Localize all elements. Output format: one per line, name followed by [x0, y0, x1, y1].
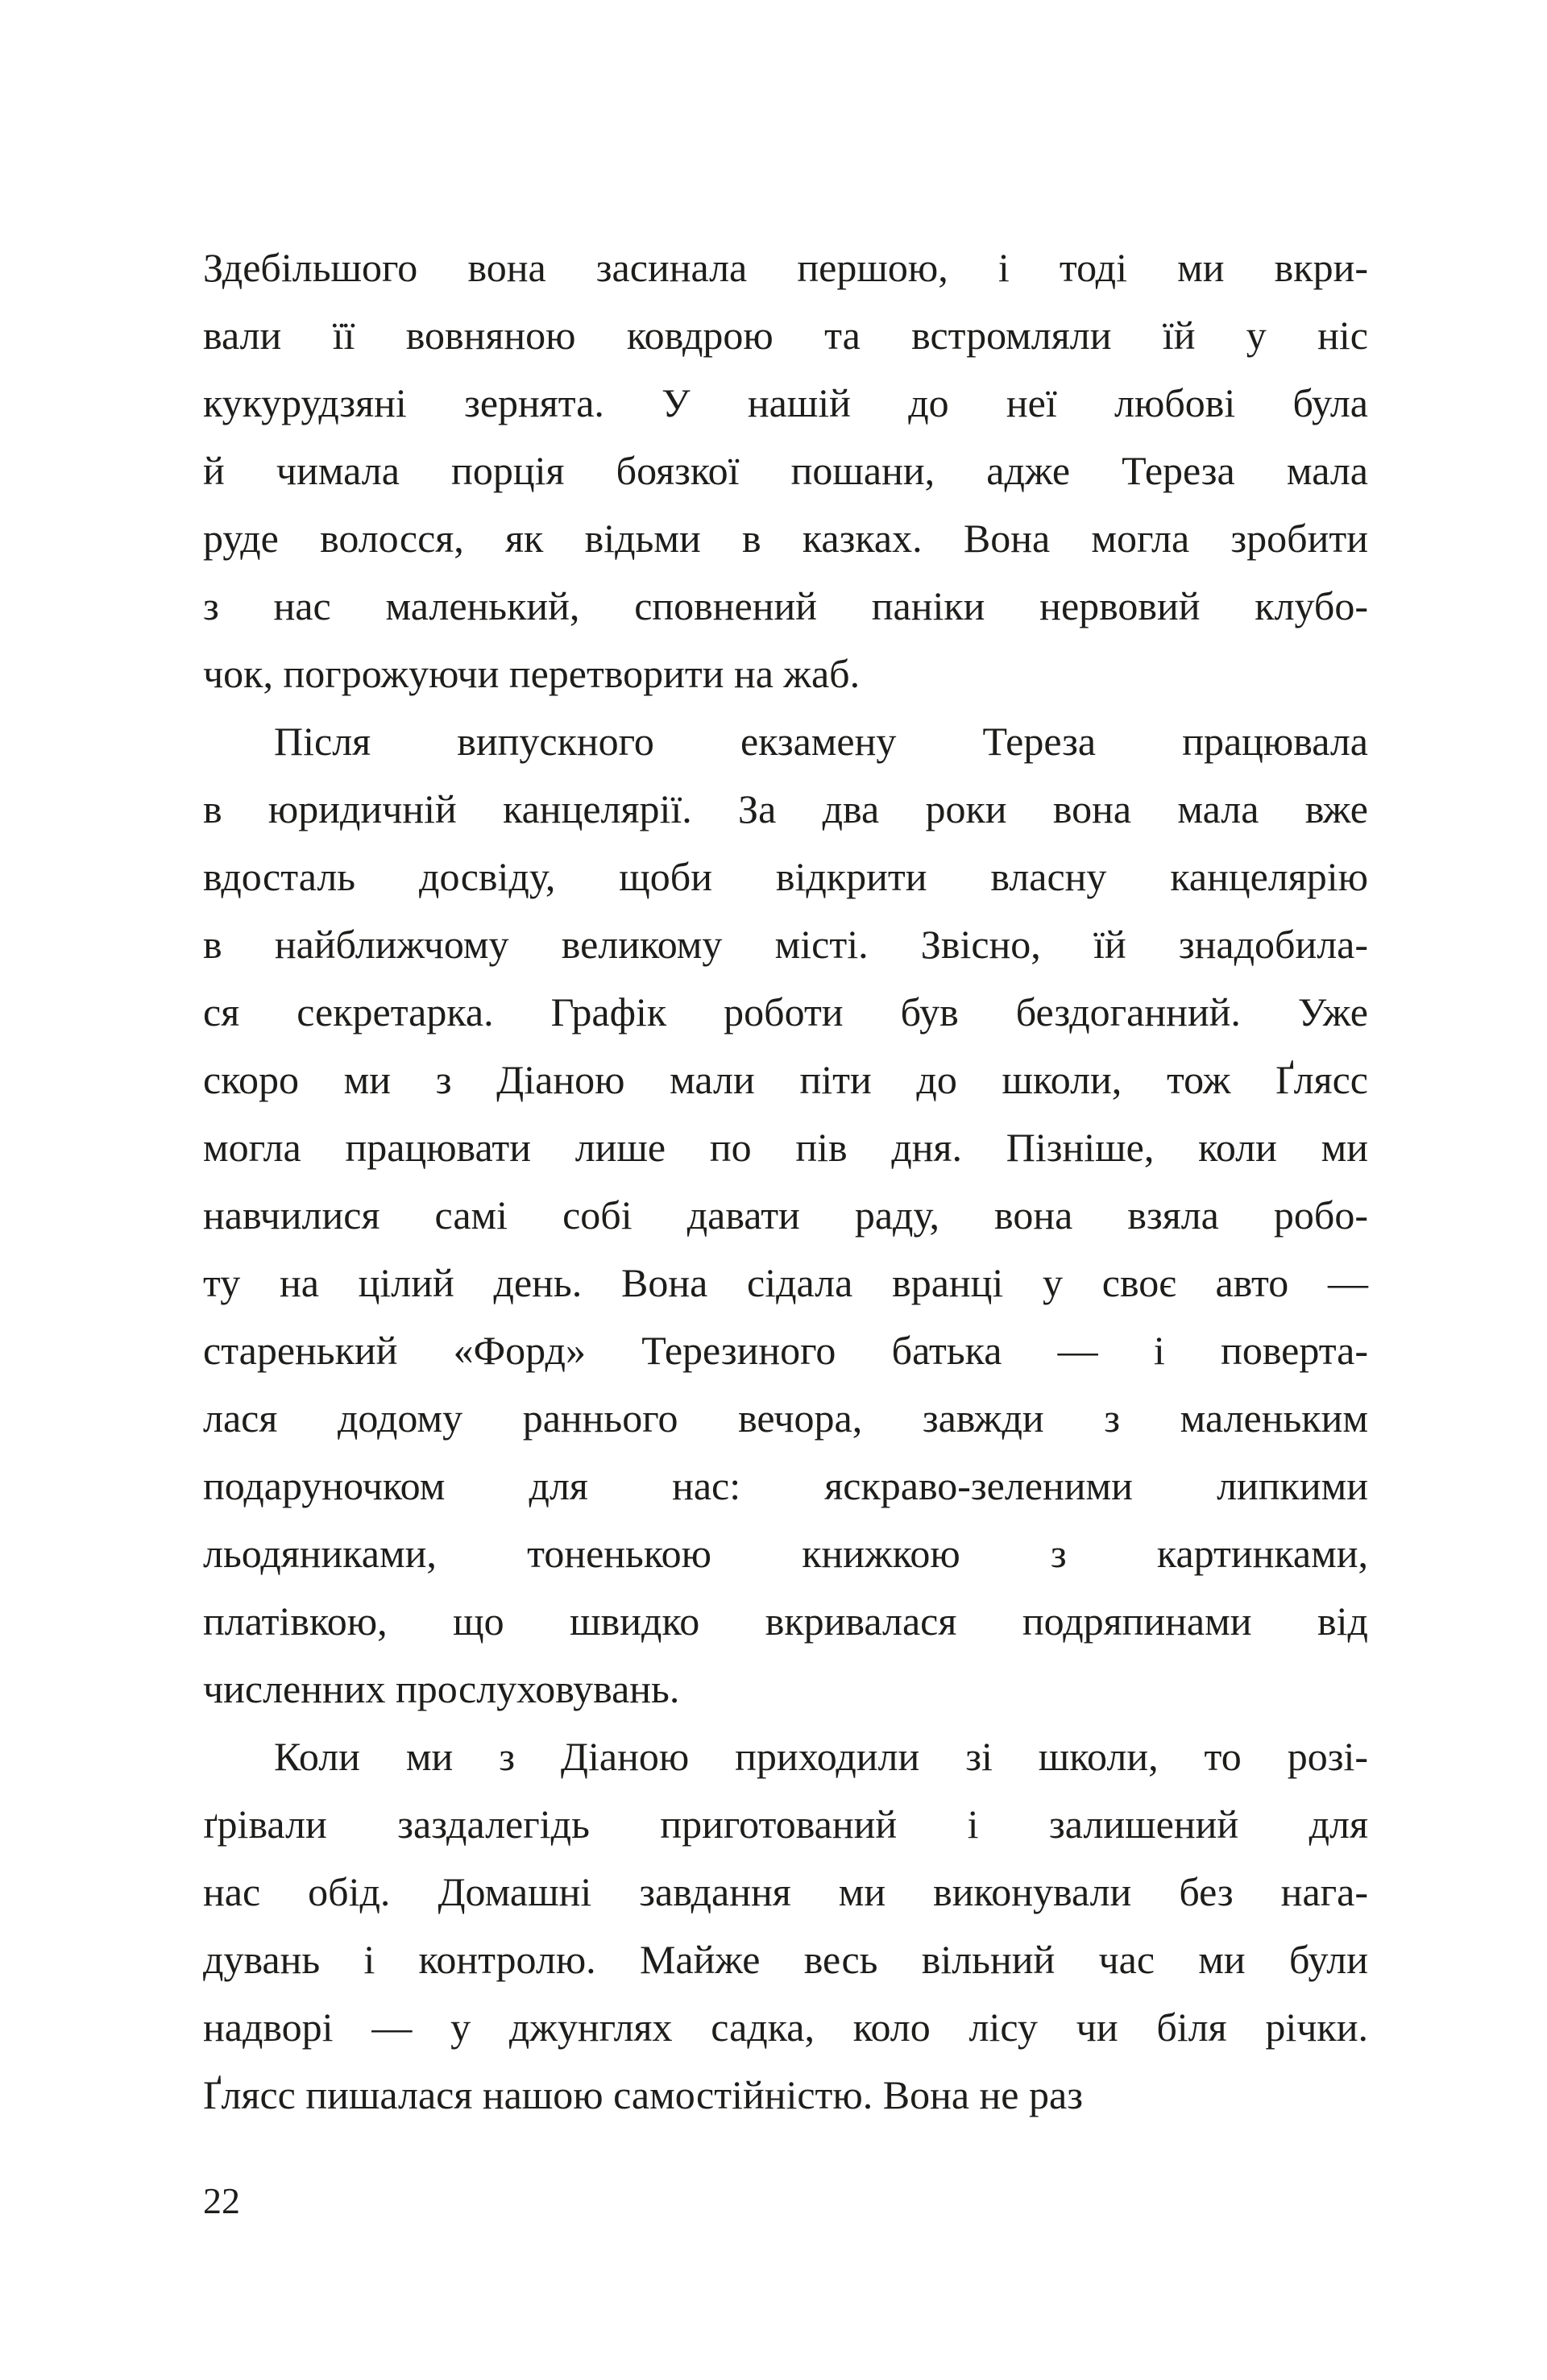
- text-line: нас обід. Домашні завдання ми виконували без нага-: [203, 1869, 1368, 1914]
- paragraph: [203, 234, 1368, 707]
- text-line: подаруночком для нас: яскраво-зеленими липкими: [203, 1463, 1368, 1508]
- text-line: старенький «Форд» Терезиного батька — і поверта-: [203, 1328, 1368, 1373]
- text-line: ту на цілий день. Вона сідала вранці у своє авто —: [203, 1260, 1368, 1305]
- text-line: Ґлясс пишалася нашою самостійністю. Вона не раз: [203, 2072, 1083, 2117]
- text-line: вдосталь досвіду, щоби відкрити власну канцелярію: [203, 854, 1368, 899]
- text-line: скоро ми з Діаною мали піти до школи, тож Ґлясс: [203, 1057, 1368, 1102]
- text-line: руде волосся, як відьми в казках. Вона могла зробити: [203, 516, 1368, 561]
- text-block: [203, 234, 1368, 2129]
- text-line: численних прослуховувань.: [203, 1666, 680, 1711]
- text-line: навчилися самі собі давати раду, вона взяла робо-: [203, 1192, 1368, 1238]
- page-number: 22: [203, 2180, 240, 2221]
- text-line: в юридичній канцелярії. За два роки вона мала вже: [203, 786, 1368, 831]
- paragraph: [203, 707, 1368, 1723]
- text-line: Коли ми з Діаною приходили зі школи, то розі-: [274, 1734, 1368, 1779]
- text-line: платівкою, що швидко вкривалася подряпинами від: [203, 1598, 1368, 1644]
- text-line: й чимала порція боязкої пошани, адже Тереза мала: [203, 448, 1368, 493]
- text-line: кукурудзяні зернята. У нашій до неї любові була: [203, 380, 1368, 425]
- text-line: ґрівали заздалегідь приготований і залишений для: [203, 1802, 1368, 1847]
- text-line: надворі — у джунглях садка, коло лісу чи біля річки.: [203, 2005, 1368, 2050]
- text-line: вали її вовняною ковдрою та встромляли їй у ніс: [203, 313, 1368, 358]
- text-line: льодяниками, тоненькою книжкою з картинками,: [203, 1531, 1368, 1576]
- text-line: ся секретарка. Графік роботи був бездоганний. Уже: [203, 989, 1368, 1035]
- text-line: лася додому раннього вечора, завжди з маленьким: [203, 1395, 1368, 1441]
- text-line: з нас маленький, сповнений паніки нервовий клубо-: [203, 583, 1368, 628]
- text-line: Здебільшого вона засинала першою, і тоді ми вкри-: [203, 245, 1368, 290]
- text-line: дувань і контролю. Майже весь вільний час ми були: [203, 1937, 1368, 1982]
- text-line: могла працювати лише по пів дня. Пізніше, коли ми: [203, 1125, 1368, 1170]
- text-line: Після випускного екзамену Тереза працювала: [274, 719, 1368, 764]
- text-line: в найближчому великому місті. Звісно, їй знадобила-: [203, 922, 1368, 967]
- paragraph: [203, 1723, 1368, 2129]
- text-line: чок, погрожуючи перетворити на жаб.: [203, 651, 861, 696]
